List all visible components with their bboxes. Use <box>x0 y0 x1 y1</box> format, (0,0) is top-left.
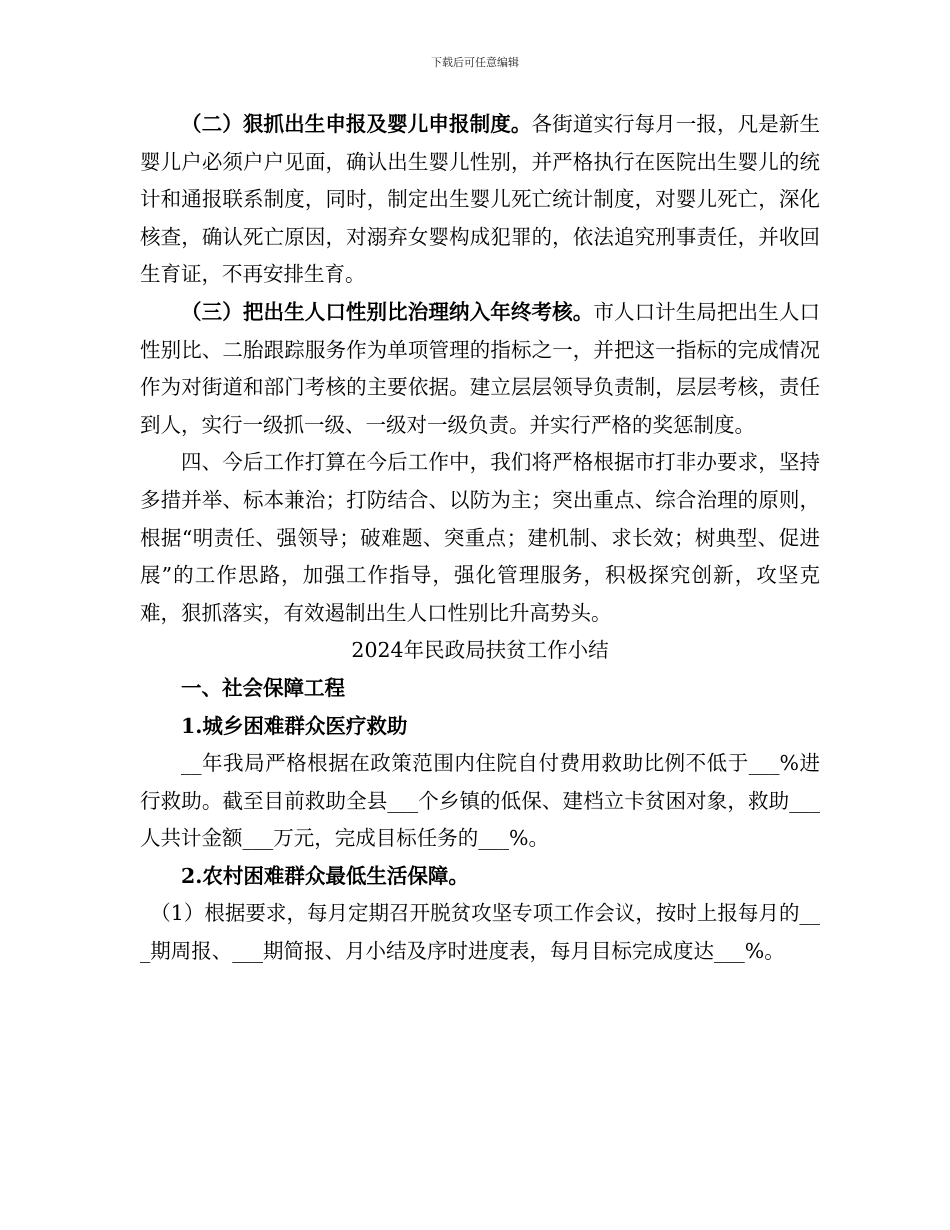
paragraph-heading-birth-registration: （二）狠抓出生申报及婴儿申报制度。 <box>181 112 532 136</box>
paragraph-heading-year-end-assessment: （三）把出生人口性别比治理纳入年终考核。 <box>181 299 594 324</box>
paragraph-text-year-end-assessment: 市人口计生局把出生人口性别比、二胎跟踪服务作为单项管理的指标之一，并把这一指标的完成情况作为对街道和部门考核的主要依据。建立层层领导负责制，层层考核，责任到人，实行一级抓一级、一级对一级负责。并实行严格的奖惩制度。 <box>140 299 821 437</box>
header-note: 下载后可任意编辑 <box>431 56 519 69</box>
paragraph-medical-aid: __年我局严格根据在政策范围内住院自付费用救助比例不低于___%进行救助。截至目前救助全县___个乡镇的低保、建档立卡贫困对象，救助___人共计金额___万元，完成目标任务的___%。 <box>140 751 820 851</box>
paragraph-birth-registration <box>140 106 820 294</box>
document-title: 2024年民政局扶贫工作小结 <box>351 638 609 663</box>
subsection-heading-medical-aid: 1.城乡困难群众医疗救助 <box>181 713 408 738</box>
paragraph-future-plans: 四、今后工作打算在今后工作中，我们将严格根据市打非办要求，坚持多措并举、标本兼治；打防结合、以防为主；突出重点、综合治理的原则，根据“明责任、强领导；破难题、突重点；建机制、求长效；树典型、促进展”的工作思路，加强工作指导，强化管理服务，积极探究创新，攻坚克难，狠抓落实，有效遏制出生人口性别比升高势头。 <box>140 450 820 625</box>
document-body <box>140 106 820 971</box>
paragraph-text-birth-registration: 各街道实行每月一报，凡是新生婴儿户必须户户见面，确认出生婴儿性别，并严格执行在医院出生婴儿的统计和通报联系制度，同时，制定出生婴儿死亡统计制度，对婴儿死亡，深化核查，确认死亡原因，对溺弃女婴构成犯罪的，依法追究刑事责任，并收回生育证，不再安排生育。 <box>140 112 821 287</box>
paragraph-year-end-assessment <box>140 294 820 444</box>
paragraph-minimum-living: （1）根据要求，每月定期召开脱贫攻坚专项工作会议，按时上报每月的___期周报、___期简报、月小结及序时进度表，每月目标完成度达___%。 <box>140 901 820 964</box>
section-heading-social-security: 一、社会保障工程 <box>181 675 345 700</box>
subsection-heading-minimum-living: 2.农村困难群众最低生活保障。 <box>181 863 469 888</box>
